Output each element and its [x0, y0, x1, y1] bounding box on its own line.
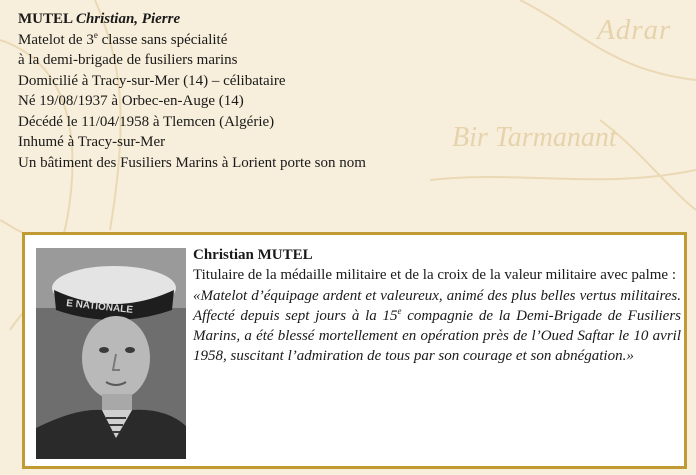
unit-line: à la demi-brigade de fusiliers marins — [18, 52, 238, 68]
map-label-bir-tarmanant: Bir Tarmanant — [452, 122, 617, 153]
portrait-photo — [36, 248, 186, 459]
death-line: Décédé le 11/04/1958 à Tlemcen (Algérie) — [18, 113, 275, 130]
rank-line — [18, 30, 366, 51]
rank-text-post: classe sans spécialité — [97, 31, 228, 48]
citation-quote-superscript: e — [397, 305, 402, 316]
citation-text — [193, 245, 681, 367]
citation-quote — [193, 286, 681, 367]
burial-line: Inhumé à Tracy-sur-Mer — [18, 134, 166, 150]
given-names: Christian, Pierre — [75, 11, 181, 27]
surname: MUTEL — [18, 11, 73, 27]
identity-block — [18, 9, 366, 173]
name-heading — [18, 9, 366, 30]
cap-ribbon-text: E NATIONALE — [65, 298, 134, 316]
citation-card — [22, 232, 687, 469]
citation-title: Christian MUTEL — [193, 247, 313, 263]
rank-superscript: e — [93, 29, 98, 40]
rank-text-pre: Matelot de 3 — [18, 31, 94, 48]
citation-body: Titulaire de la médaille militaire et de la croix de la valeur militaire avec palme : — [193, 267, 677, 284]
residence-line: Domicilié à Tracy-sur-Mer (14) – célibataire — [18, 72, 286, 89]
birth-line: Né 19/08/1937 à Orbec-en-Auge (14) — [18, 93, 244, 109]
citation-quote-post: compagnie de la Demi-Brigade de Fusiliers Marins, a été blessé mortellement en opération près de l’Oued Saftar le 10 avril 1958, suscitant l’admiration de tous par son courage et son abnégation.» — [193, 307, 681, 365]
citation-quote-pre: «Matelot d’équipage ardent et valeureux, animé des plus belles vertus militaires. Affecté depuis sept jours à la 15 — [193, 287, 681, 324]
memorial-line: Un bâtiment des Fusiliers Marins à Lorient porte son nom — [18, 154, 366, 171]
map-label-adrar: Adrar — [597, 14, 672, 46]
